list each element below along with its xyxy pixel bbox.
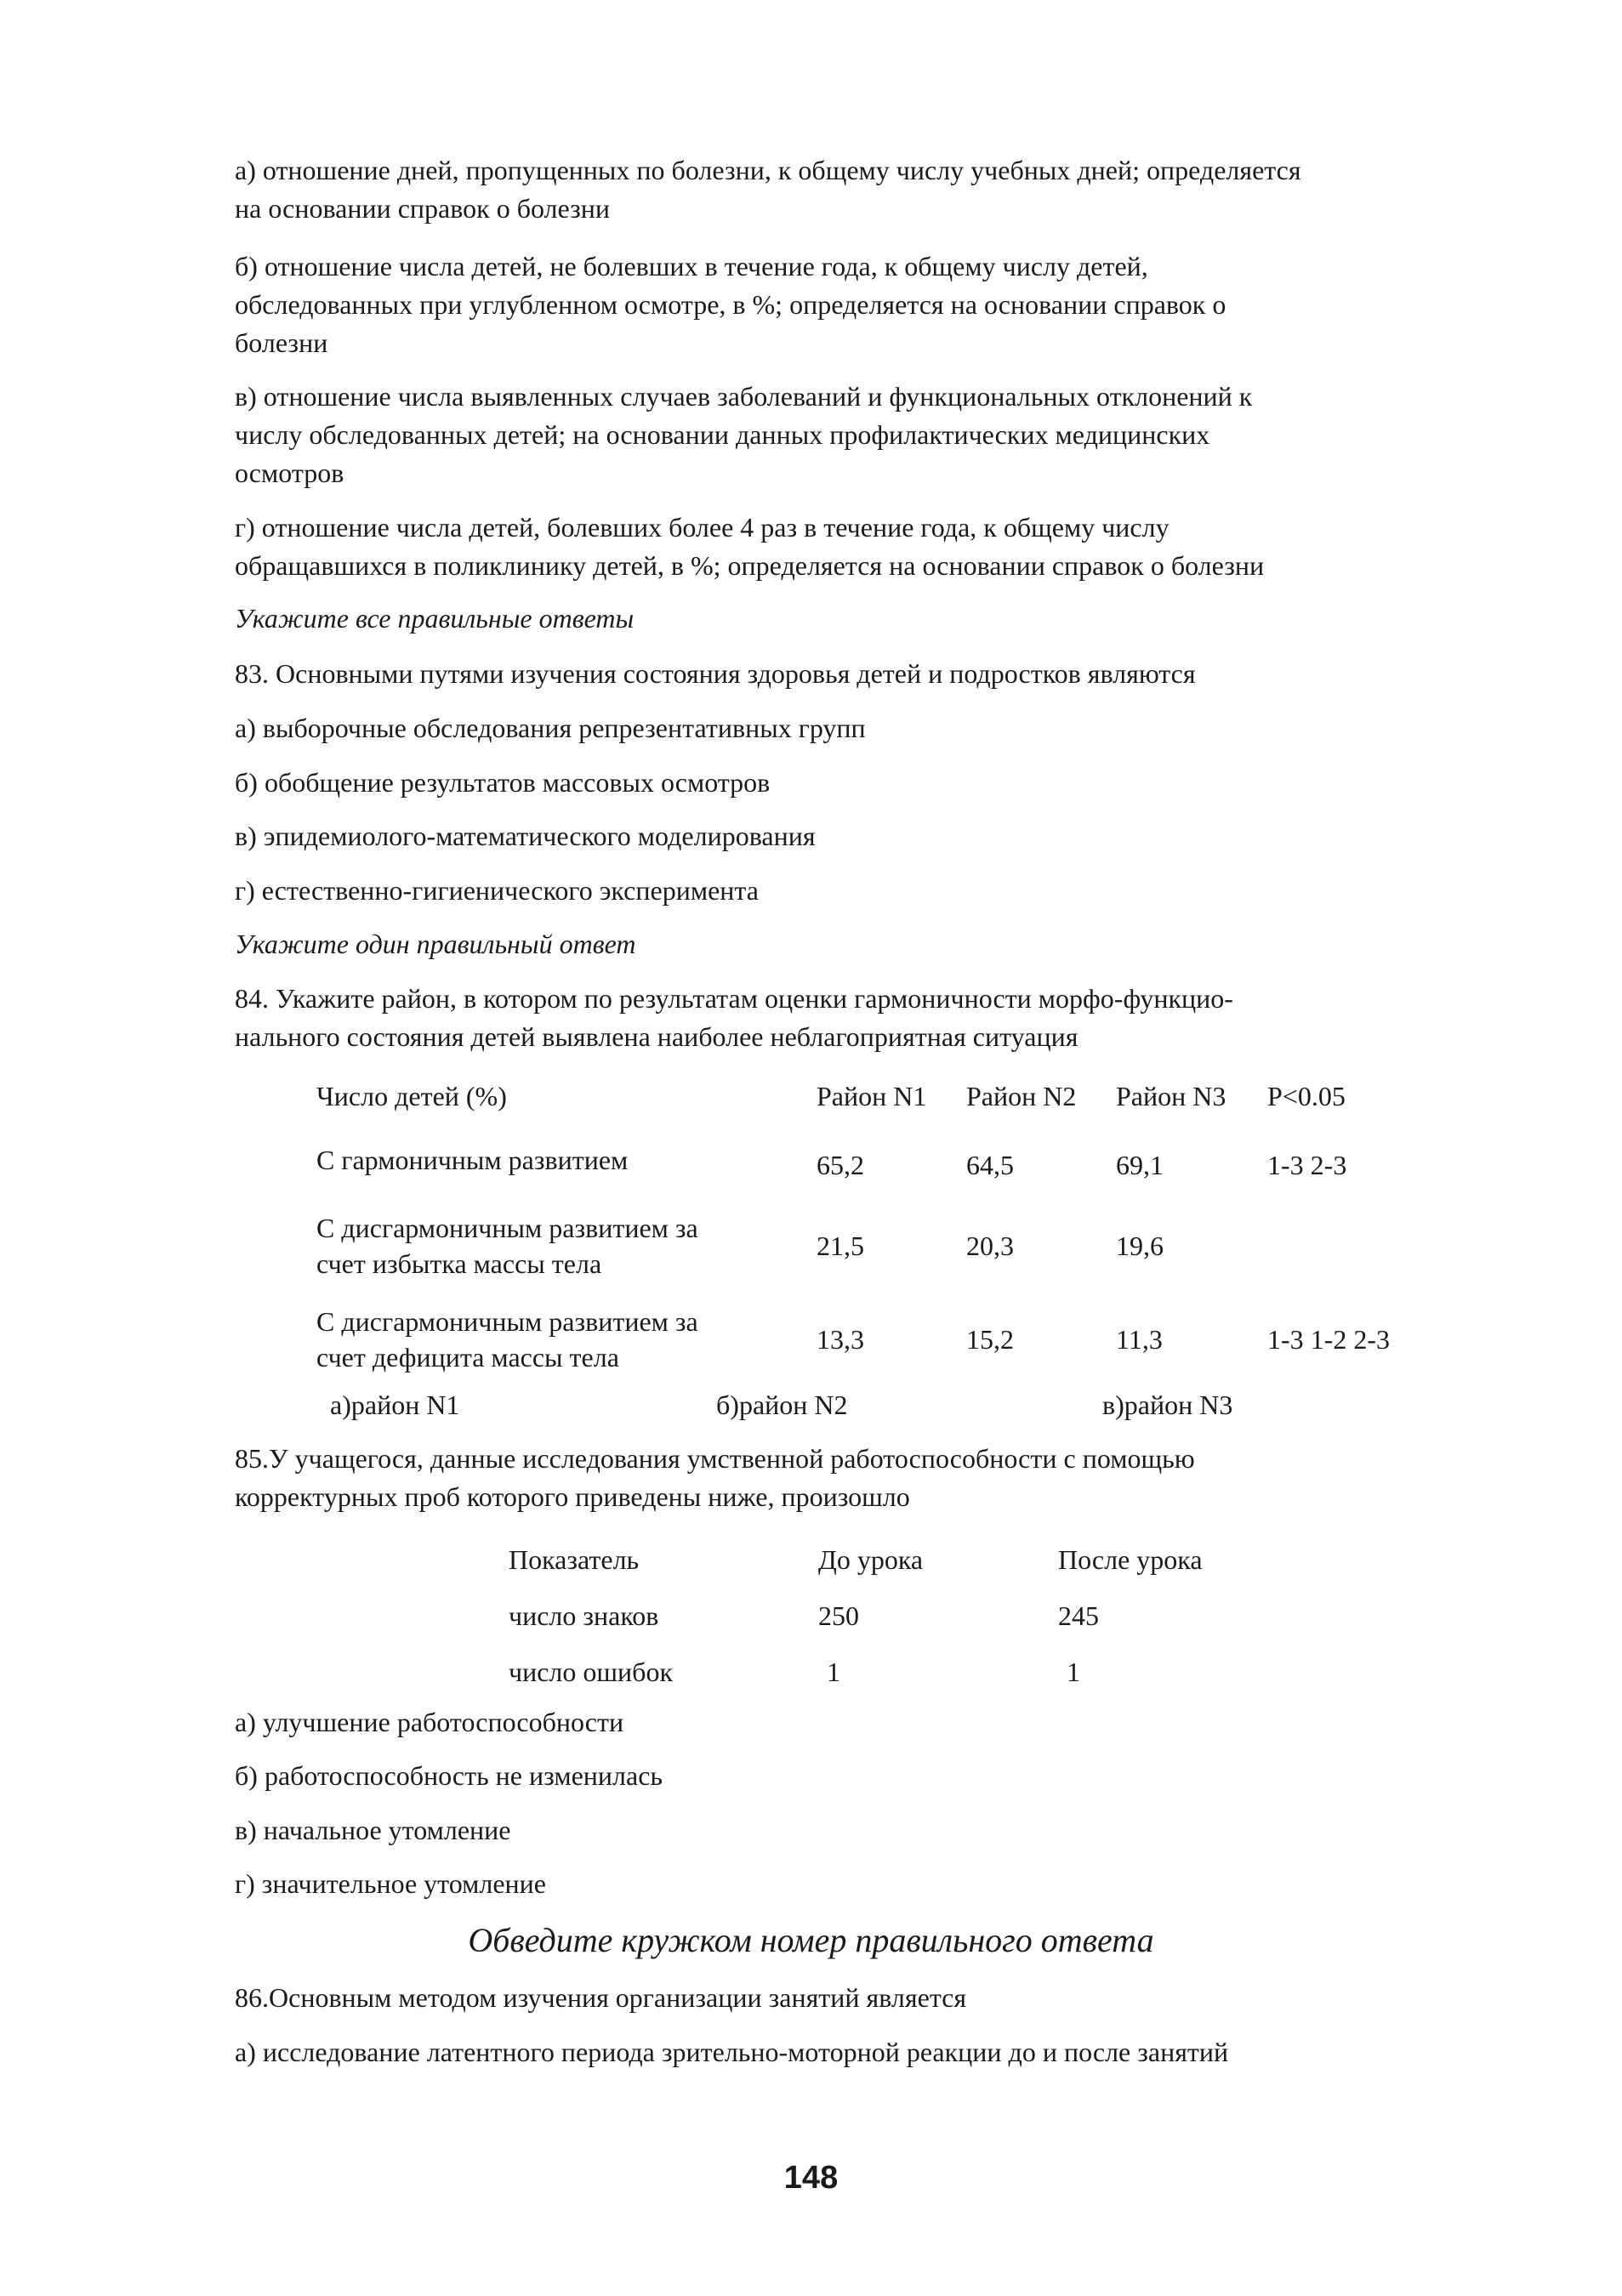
option-text: в) эпидемиолого-математического моделирования	[235, 821, 816, 851]
question-text: нального состояния детей выявлена наиболее неблагоприятная ситуация	[235, 1021, 1078, 1052]
district-table	[316, 1071, 1437, 1386]
table-cell: 15,2	[966, 1324, 1014, 1355]
table-row	[316, 1199, 1437, 1293]
option-text: в) начальное утомление	[235, 1815, 511, 1845]
table-cell: 1-3 2-3	[1267, 1150, 1347, 1180]
question-text: корректурных проб которого приведены ниже, произошло	[235, 1481, 910, 1512]
table-cell: 250	[818, 1600, 859, 1631]
answer-option: б)район N2	[716, 1390, 848, 1420]
table-header-cell: Число детей (%)	[316, 1081, 507, 1111]
option-text: болезни	[235, 327, 328, 358]
option-text: г) значительное утомление	[235, 1868, 546, 1899]
table-row	[316, 1121, 1437, 1199]
table-cell: число ошибок	[509, 1657, 673, 1687]
table-row	[509, 1588, 1279, 1644]
table-header-cell: Район N1	[817, 1081, 927, 1111]
option-text: б) обобщение результатов массовых осмотров	[235, 767, 771, 798]
table-cell: 13,3	[817, 1324, 864, 1355]
option-text: на основании справок о болезни	[235, 193, 610, 224]
proof-test-table	[509, 1532, 1279, 1700]
table-cell: 11,3	[1116, 1324, 1163, 1355]
option-text: б) работоспособность не изменилась	[235, 1760, 663, 1791]
table-header-row	[316, 1071, 1437, 1121]
option-text: а) исследование латентного периода зрительно-моторной реакции до и после занятий	[235, 2037, 1229, 2067]
table-cell-label	[316, 1293, 817, 1386]
table-header-cell: Показатель	[509, 1544, 640, 1575]
option-text: а) улучшение работоспособности	[235, 1707, 624, 1737]
table-header-cell: После урока	[1058, 1544, 1203, 1575]
label-line: С дисгармоничным развитием за	[316, 1306, 698, 1337]
table-cell-label: С гармоничным развитием	[316, 1145, 629, 1175]
table-header-cell: Район N3	[1116, 1081, 1226, 1111]
table-cell: 19,6	[1116, 1230, 1164, 1261]
table-header-row	[509, 1532, 1279, 1588]
answer-option: в)район N3	[1102, 1390, 1233, 1420]
table-cell: 20,3	[966, 1230, 1014, 1261]
option-text: б) отношение числа детей, не болевших в течение года, к общему числу детей,	[235, 251, 1148, 281]
instruction: Укажите все правильные ответы	[235, 603, 635, 634]
table-cell: 69,1	[1116, 1150, 1164, 1180]
option-text: г) естественно-гигиенического эксперимента	[235, 875, 759, 906]
label-line: С дисгармоничным развитием за	[316, 1213, 698, 1243]
table-cell: 1	[827, 1657, 840, 1687]
table-cell: 245	[1058, 1600, 1099, 1631]
label-line: счет дефицита массы тела	[316, 1342, 619, 1372]
table-cell: 1	[1067, 1657, 1080, 1687]
section-instruction: Обведите кружком номер правильного ответа	[468, 1921, 1154, 1959]
table-cell: 64,5	[966, 1150, 1014, 1180]
table-cell: 21,5	[817, 1230, 864, 1261]
table-cell: 1-3 1-2 2-3	[1267, 1324, 1390, 1355]
table-header-cell: Район N2	[966, 1081, 1077, 1111]
option-text: обращавшихся в поликлинику детей, в %; определяется на основании справок о болезни	[235, 550, 1265, 581]
table-row	[316, 1293, 1437, 1386]
instruction: Укажите один правильный ответ	[235, 929, 636, 959]
table-cell: число знаков	[509, 1600, 659, 1631]
question-text: 85.У учащегося, данные исследования умственной работоспособности с помощью	[235, 1443, 1195, 1474]
option-text: г) отношение числа детей, болевших более 4 раз в течение года, к общему числу	[235, 512, 1170, 543]
table-cell	[1267, 1199, 1437, 1293]
table-row	[509, 1644, 1279, 1700]
option-text: а) выборочные обследования репрезентативных групп	[235, 713, 866, 743]
question-text: 83. Основными путями изучения состояния здоровья детей и подростков являются	[235, 658, 1196, 689]
question-text: 84. Укажите район, в котором по результатам оценки гармоничности морфо-функцио-	[235, 983, 1233, 1014]
option-text: осмотров	[235, 457, 344, 488]
table-header-cell: До урока	[818, 1544, 924, 1575]
table-cell-label	[316, 1199, 817, 1293]
option-text: числу обследованных детей; на основании данных профилактических медицинских	[235, 419, 1210, 450]
answer-option: а)район N1	[330, 1390, 460, 1420]
question-text: 86.Основным методом изучения организации занятий является	[235, 1982, 967, 2013]
table-header-cell: P<0.05	[1267, 1081, 1346, 1111]
label-line: счет избытка массы тела	[316, 1248, 602, 1279]
option-text: обследованных при углубленном осмотре, в %; определяется на основании справок о	[235, 289, 1226, 320]
option-text: а) отношение дней, пропущенных по болезни, к общему числу учебных дней; определяется	[235, 155, 1301, 185]
page-number: 148	[783, 2160, 839, 2196]
table-cell: 65,2	[817, 1150, 864, 1180]
option-text: в) отношение числа выявленных случаев заболеваний и функциональных отклонений к	[235, 381, 1253, 412]
